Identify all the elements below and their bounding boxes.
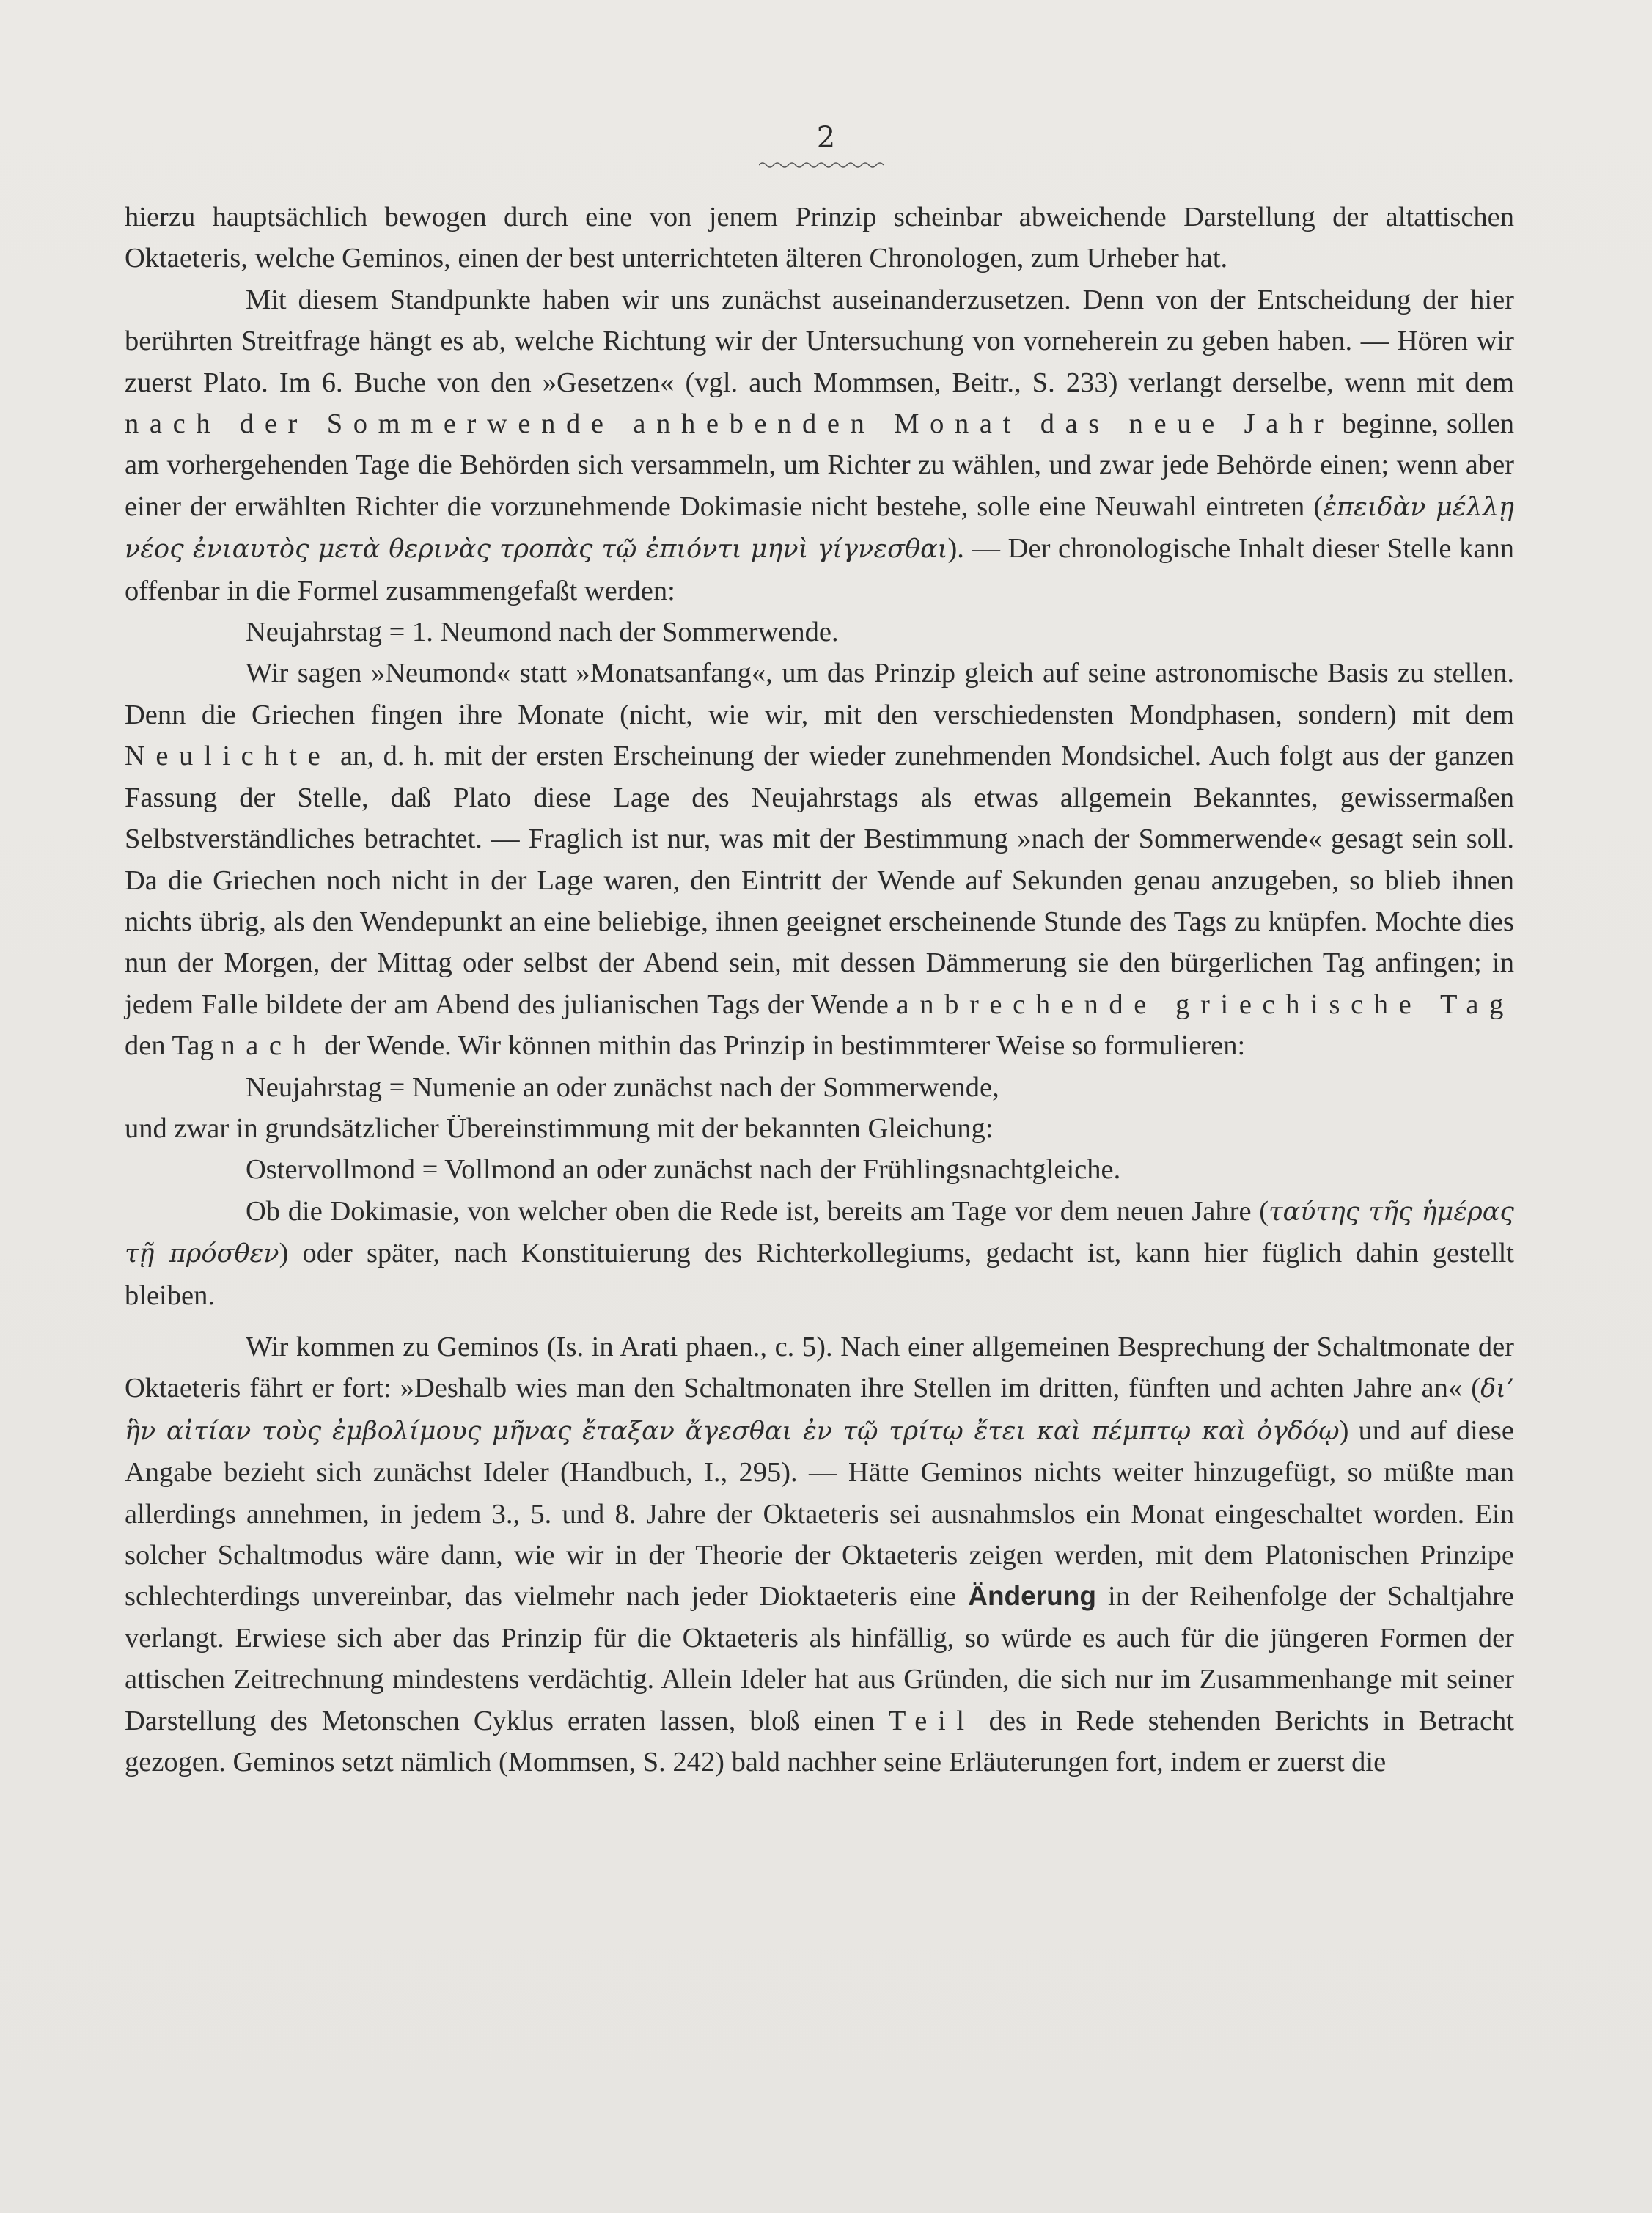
- greek-quote: ἐπειδὰν μέλλῃ νέος ἐνιαυτὸς μετὰ θερινὰς τροπὰς τῷ ἐπιόντι μηνὶ γίγνεσθαι: [125, 492, 1514, 565]
- spaced-text: anbrechende griechische Tag: [896, 988, 1515, 1020]
- paragraph-5: Ob die Dokimasie, von welcher oben die Rede ist, bereits am Tage vor dem neuen Jahre (ταύτης τῆς ἡμέρας τῇ πρόσθεν) oder später, nach Konstituierung des Richterkollegiums, gedacht ist, kann hier füglich dahin gestellt bleiben.: [125, 1195, 1514, 1311]
- paragraph-6: Wir kommen zu Geminos (Is. in Arati phaen., c. 5). Nach einer allgemeinen Besprechung der Schaltmonate der Oktaeteris fährt er fort: »Deshalb wies man den Schaltmonaten ihre Stellen im dritten, fünften und achten Jahre an« (δι’ ἣν αἰτίαν τοὺς ἐμβολίμους μῆνας ἔταξαν ἄγεσθαι ἐν τῷ τρίτῳ ἔτει καὶ πέμπτῳ καὶ ὀγδόῳ) und auf diese Angabe bezieht sich zunächst Ideler (Handbuch, I., 295). — Hätte Geminos nichts weiter hinzugefügt, so müßte man allerdings annehmen, in jedem 3., 5. und 8. Jahre der Oktaeteris sei ausnahmslos ein Monat eingeschaltet worden. Ein solcher Schaltmodus wäre dann, wie wir in der Theorie der Oktaeteris zeigen werden, mit dem Platonischen Prinzipe schlechterdings unvereinbar, das vielmehr nach jeder Dioktaeteris eine Änderung in der Reihenfolge der Schaltjahre verlangt. Erwiese sich aber das Prinzip für die Oktaeteris als hinfällig, so würde es auch für die jüngeren Formen der attischen Zeitrechnung mindestens verdächtig. Allein Ideler hat aus Gründen, die sich nur im Zusammenhange mit seiner Darstellung des Metonschen Cyklus erraten lassen, bloß einen Teil des in Rede stehenden Berichts in Betracht gezogen. Geminos setzt nämlich (Mommsen, S. 242) bald nachher seine Erläuterungen fort, indem er zuerst die: [125, 1331, 1514, 1778]
- paragraph-4: und zwar in grundsätzlicher Übereinstimmung mit der bekannten Gleichung:: [125, 1112, 994, 1144]
- spaced-text: Teil: [888, 1705, 975, 1736]
- body-text: [125, 197, 1514, 1783]
- bold-word: Änderung: [968, 1581, 1096, 1612]
- formula-1: Neujahrstag = 1. Neumond nach der Sommerwende.: [246, 617, 839, 648]
- paragraph-2: Mit diesem Standpunkte haben wir uns zunächst auseinanderzusetzen. Denn von der Entscheidung der hier berührten Streitfrage hängt es ab, welche Richtung wir der Untersuchung von vorneherein zu geben haben. — Hören wir zuerst Plato. Im 6. Buche von den »Gesetzen« (vgl. auch Mommsen, Beitr., S. 233) verlangt derselbe, wenn mit dem nach der Sommerwende anhebenden Monat das neue Jahr beginne, sollen am vorhergehenden Tage die Behörden sich versammeln, um Richter zu wählen, und zwar jede Behörde einen; wenn aber einer der erwählten Richter die vorzunehmende Dokimasie nicht bestehe, solle eine Neuwahl eintreten (ἐπειδὰν μέλλῃ νέος ἐνιαυτὸς μετὰ θερινὰς τροπὰς τῷ ἐπιόντι μηνὶ γίγνεσθαι). — Der chronologische Inhalt dieser Stelle kann offenbar in die Formel zusammengefaßt werden:: [125, 284, 1514, 606]
- spaced-text: nach der Sommerwende anhebenden Monat das neue Jahr: [125, 408, 1335, 440]
- spaced-text: Neulichte: [125, 741, 331, 772]
- spaced-text: nach: [221, 1030, 317, 1062]
- paragraph-1: hierzu hauptsächlich bewogen durch eine von jenem Prinzip scheinbar abweichende Darstellung der altattischen Oktaeteris, welche Geminos, einen der best unterrichteten älteren Chronologen, zum Urheber hat.: [125, 202, 1514, 274]
- greek-quote: δι’ ἣν αἰτίαν τοὺς ἐμβολίμους μῆνας ἔταξαν ἄγεσθαι ἐν τῷ τρίτῳ ἔτει καὶ πέμπτῳ καὶ ὀγδόῳ: [125, 1374, 1514, 1446]
- formula-2: Neujahrstag = Numenie an oder zunächst nach der Sommerwende,: [246, 1071, 999, 1103]
- page-number: 2: [816, 121, 836, 155]
- paragraph-3: Wir sagen »Neumond« statt »Monatsanfang«, um das Prinzip gleich auf seine astronomische Basis zu stellen. Denn die Griechen fingen ihre Monate (nicht, wie wir, mit den verschiedensten Mondphasen, sondern) mit dem Neulichte an, d. h. mit der ersten Erscheinung der wieder zunehmenden Mondsichel. Auch folgt aus der ganzen Fassung der Stelle, daß Plato diese Lage des Neujahrstags als etwas allgemein Bekanntes, gewissermaßen Selbstverständliches betrachtet. — Fraglich ist nur, was mit der Bestimmung »nach der Sommerwende« gesagt sein soll. Da die Griechen noch nicht in der Lage waren, den Eintritt der Wende auf Sekunden genau anzugeben, so blieb ihnen nichts übrig, als den Wendepunkt an eine beliebige, ihnen geeignet erscheinende Stunde des Tags zu knüpfen. Mochte dies nun der Morgen, der Mittag oder selbst der Abend sein, mit dessen Dämmerung sie den bürgerlichen Tag anfingen; in jedem Falle bildete der am Abend des julianischen Tags der Wende anbrechende griechische Tag den Tag nach der Wende. Wir können mithin das Prinzip in bestimmterer Weise so formulieren:: [125, 658, 1515, 1062]
- wavy-ornament: [759, 160, 884, 170]
- greek-quote: ταύτης τῆς ἡμέρας τῇ πρόσθεν: [125, 1197, 1514, 1269]
- formula-3: Ostervollmond = Vollmond an oder zunächst nach der Frühlingsnachtgleiche.: [246, 1154, 1121, 1186]
